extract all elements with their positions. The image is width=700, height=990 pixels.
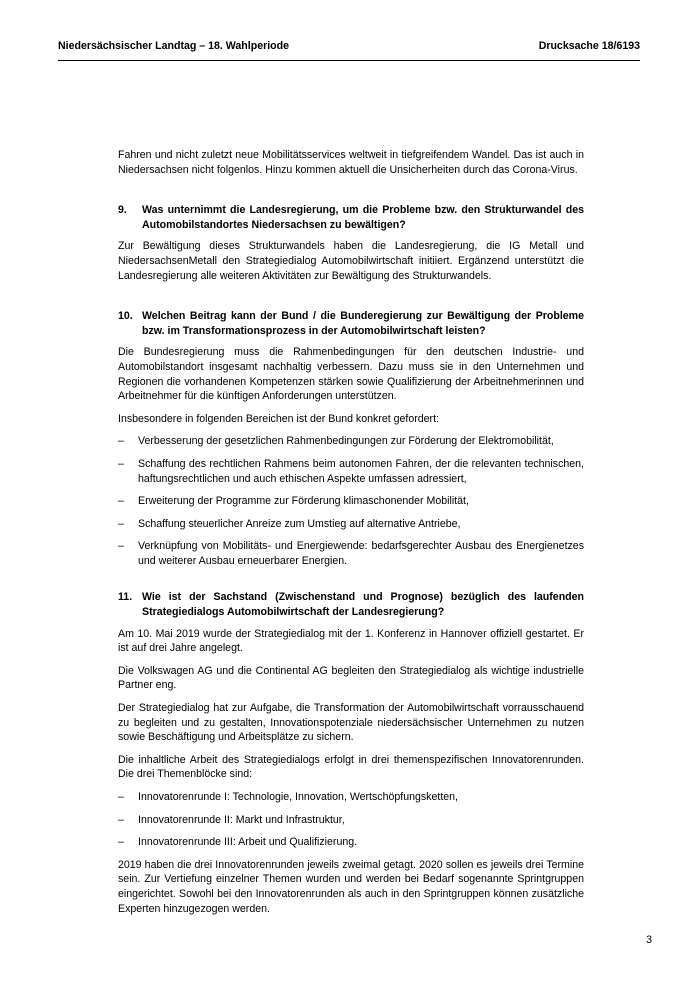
list-item: [118, 517, 584, 532]
themes-list: [118, 790, 584, 850]
dash-marker: –: [118, 457, 124, 470]
dash-marker: –: [118, 540, 124, 553]
list-item-text: Schaffung steuerlicher Anreize zum Umstieg auf alternative Antriebe,: [138, 517, 461, 530]
list-item-text: Schaffung des rechtlichen Rahmens beim autonomen Fahren, der die relevanten technischen, haftungsrechtlichen und auch ethischen Aspekte umfassen adressiert,: [138, 457, 584, 485]
list-item-text: Innovatorenrunde III: Arbeit und Qualifizierung.: [138, 836, 358, 849]
dash-marker: –: [118, 435, 124, 448]
list-item-text: Innovatorenrunde II: Markt und Infrastruktur,: [138, 813, 345, 826]
list-item: [118, 434, 584, 449]
answer-paragraph: Am 10. Mai 2019 wurde der Strategiedialog mit der 1. Konferenz in Hannover offiziell gestartet. Er ist auf drei Jahre angelegt.: [118, 627, 584, 655]
dash-marker: –: [118, 791, 124, 803]
dash-marker: –: [118, 517, 124, 530]
list-item: [118, 835, 584, 850]
answer-paragraph: Zur Bewältigung dieses Strukturwandels haben die Landesregierung, die IG Metall und NiedersachsenMetall den Strategiedialog Automobilwirtschaft initiiert. Ergänzend unterstützt die Landesregierung alle weiteren Aktivitäten zur Bewältigung des Strukturwandels.: [118, 240, 584, 282]
question-number: 10.: [118, 310, 133, 323]
question-text: Welchen Beitrag kann der Bund / die Bunderegierung zur Bewältigung der Probleme bzw. im Transformationsprozess in der Automobilwirtschaft leisten?: [142, 310, 584, 337]
header-left-title: Niedersächsischer Landtag – 18. Wahlperiode: [58, 40, 289, 52]
dash-marker: –: [118, 813, 124, 826]
list-item-text: Verbesserung der gesetzlichen Rahmenbedingungen zur Förderung der Elektromobilität,: [138, 435, 554, 448]
answer-paragraph: Der Strategiedialog hat zur Aufgabe, die Transformation der Automobilwirtschaft vorrausschauend zu begleiten und zu gestalten, Innovationspotenziale niedersächsischer Unternehmen zu nutzen sowie Beschäftigung und Arbeitsplätze zu sichern.: [118, 702, 584, 744]
answer-paragraph: Insbesondere in folgenden Bereichen ist der Bund konkret gefordert:: [118, 412, 439, 425]
closing-paragraph: 2019 haben die drei Innovatorenrunden jeweils zweimal getagt. 2020 sollen es jeweils drei Termine sein. Zur Vertiefung einzelner Themen wurden und werden bei Bedarf sogenannte Sprintgruppen eingerichtet. Sowohl bei den Innovatorenrunden als auch in den Sprintgruppen können zusätzliche Experten hinzugezogen werden.: [118, 858, 584, 915]
answer-paragraph: Die inhaltliche Arbeit des Strategiedialogs erfolgt in drei themenspezifischen Innovatorenrunden. Die drei Themenblöcke sind:: [118, 753, 584, 781]
page-header: [58, 40, 640, 52]
list-item: [118, 457, 584, 486]
answer-paragraph: Die Bundesregierung muss die Rahmenbedingungen für den deutschen Industrie- und Automobilstandort insgesamt nachhaltig verbessern. Dazu muss sie in den Unternehmen und Regionen die vorhandenen Kompetenzen stärken sowie Qualifizierung der Arbeitnehmerinnen und Arbeitnehmer für die künftigen Anforderungen unterstützen.: [118, 346, 584, 403]
list-item: [118, 813, 584, 828]
question-number: 11.: [118, 591, 133, 604]
list-item: [118, 539, 584, 568]
header-divider: [58, 60, 640, 61]
document-body: [118, 148, 584, 924]
demands-list: [118, 434, 584, 568]
question-text: Was unternimmt die Landesregierung, um die Probleme bzw. den Strukturwandel des Automobilstandortes Niedersachsen zu bewältigen?: [142, 204, 584, 231]
page-number: 3: [646, 934, 652, 946]
list-item: [118, 790, 584, 805]
answer-paragraph: Die Volkswagen AG und die Continental AG begleiten den Strategiedialog als wichtige industrielle Partner eng.: [118, 664, 584, 692]
question-10: [118, 309, 584, 338]
question-9: [118, 203, 584, 232]
question-number: 9.: [118, 204, 127, 217]
list-item-text: Innovatorenrunde I: Technologie, Innovation, Wertschöpfungsketten,: [138, 791, 458, 803]
list-item-text: Erweiterung der Programme zur Förderung klimaschonender Mobilität,: [138, 495, 469, 508]
question-11: [118, 590, 584, 619]
list-item-text: Verknüpfung von Mobilitäts- und Energiewende: bedarfsgerechter Ausbau des Energienetzes und weiterer Ausbau erneuerbarer Energien.: [138, 540, 584, 567]
intro-paragraph: Fahren und nicht zuletzt neue Mobilitätsservices weltweit in tiefgreifendem Wandel. Das ist auch in Niedersachsen nicht folgenlos. Hinzu kommen aktuell die Unsicherheiten durch das Corona-Virus.: [118, 149, 584, 176]
list-item: [118, 494, 584, 509]
dash-marker: –: [118, 836, 124, 849]
header-document-number: Drucksache 18/6193: [538, 40, 640, 52]
question-text: Wie ist der Sachstand (Zwischenstand und Prognose) bezüglich des laufenden Strategiedialogs Automobilwirtschaft der Landesregierung?: [142, 591, 584, 619]
dash-marker: –: [118, 495, 124, 508]
